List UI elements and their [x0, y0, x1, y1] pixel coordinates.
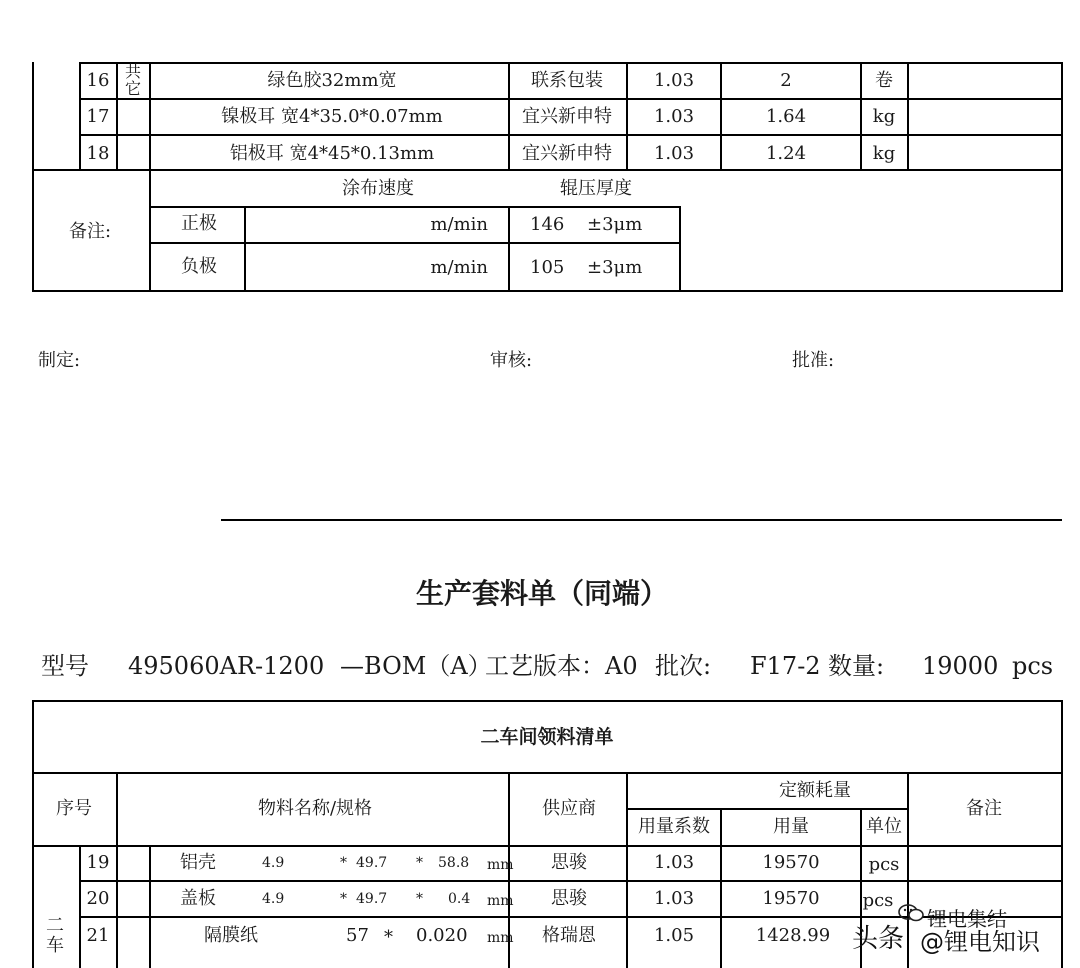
row-18-qty: 1.24 [765, 143, 807, 164]
row-19-unit-mm: mm [487, 857, 514, 873]
row-19-qty: 19570 [762, 852, 820, 873]
row-19-x2: * [416, 855, 423, 871]
roll-thickness-header: 辊压厚度 [560, 178, 632, 199]
row-18-name: 铝极耳 宽4*45*0.13mm [229, 143, 435, 164]
coating-speed-header: 涂布速度 [342, 178, 414, 199]
row-19-coef: 1.03 [653, 852, 695, 873]
row-20-d1: 4.9 [262, 891, 285, 907]
header-quota: 定额耗量 [779, 780, 851, 801]
header-no: 序号 [56, 798, 92, 819]
row-20-coef: 1.03 [653, 888, 695, 909]
row-20-qty: 19570 [762, 888, 820, 909]
remarks-label: 备注: [68, 221, 112, 242]
row-21-no: 21 [86, 925, 110, 946]
watermark-handle: @锂电知识 [920, 928, 1040, 956]
row-17-unit: kg [872, 106, 896, 127]
row-20-d2: 49.7 [356, 891, 388, 907]
row-21-unit-mm: mm [487, 930, 514, 946]
row-20-no: 20 [86, 888, 110, 909]
row-16-qty: 2 [780, 70, 792, 91]
watermark-account: 锂电集结 [927, 907, 1007, 931]
signature-made: 制定: [38, 350, 81, 371]
row-17-coef: 1.03 [653, 106, 695, 127]
row-20-x2: * [416, 891, 423, 907]
header-qty: 用量 [773, 816, 809, 837]
positive-speed-unit: m/min [430, 214, 488, 235]
negative-speed-unit: m/min [430, 257, 488, 278]
row-20-x1: * [340, 891, 347, 907]
row-19-no: 19 [86, 852, 110, 873]
row-17-no: 17 [86, 106, 110, 127]
row-19-unit: pcs [868, 854, 900, 875]
row-21-coef: 1.05 [653, 925, 695, 946]
row-19-d3: 58.8 [438, 855, 470, 871]
row-19-d2: 49.7 [356, 855, 388, 871]
row-21-d2: 0.020 [416, 925, 468, 946]
row-16-coef: 1.03 [653, 70, 695, 91]
row-20-unit-mm: mm [487, 893, 514, 909]
row-20-unit: pcs [862, 890, 894, 911]
header-supplier: 供应商 [542, 798, 596, 819]
row-21-x1: * [384, 927, 393, 948]
row-18-coef: 1.03 [653, 143, 695, 164]
quantity-label: 数量: [828, 652, 885, 680]
batch-label: 批次: [655, 652, 712, 680]
model-label: 型号 [41, 652, 89, 680]
process-version: 工艺版本：A0 [485, 652, 638, 680]
positive-thickness: 146 [530, 214, 565, 235]
row-16-unit: 卷 [875, 70, 893, 91]
signature-approve: 批准: [792, 350, 835, 371]
row-19-d1: 4.9 [262, 855, 285, 871]
batch-value: F17-2 [750, 652, 821, 680]
row-17-supplier: 宜兴新申特 [522, 106, 612, 127]
header-name: 物料名称/规格 [257, 798, 373, 819]
row-21-name: 隔膜纸 [204, 925, 258, 946]
row-18-no: 18 [86, 143, 110, 164]
positive-label: 正极 [181, 213, 217, 234]
negative-label: 负极 [181, 256, 217, 277]
watermark-source: 头条 [852, 924, 905, 954]
bottom-table-title: 二车间领料清单 [480, 726, 614, 748]
signature-review: 审核: [490, 350, 533, 371]
bom-label: —BOM（A） [340, 652, 492, 680]
row-16-name: 绿色胶32mm宽 [267, 70, 397, 91]
row-group-label: 共它 [124, 62, 141, 98]
row-20-name: 盖板 [180, 888, 216, 909]
row-17-qty: 1.64 [765, 106, 807, 127]
header-note: 备注 [966, 798, 1002, 819]
quantity-value: 19000 [922, 652, 999, 680]
row-18-unit: kg [872, 143, 896, 164]
row-21-d1: 57 [346, 925, 369, 946]
row-17-name: 镍极耳 宽4*35.0*0.07mm [221, 106, 443, 127]
positive-tolerance: ±3μm [587, 214, 643, 235]
header-unit: 单位 [866, 816, 902, 837]
model-value: 495060AR-1200 [128, 652, 325, 680]
negative-tolerance: ±3μm [587, 257, 643, 278]
row-20-d3: 0.4 [448, 891, 471, 907]
quantity-unit: pcs [1012, 652, 1054, 680]
side-group-label: 二车 [46, 915, 64, 956]
row-18-supplier: 宜兴新申特 [522, 143, 612, 164]
row-16-supplier: 联系包装 [531, 70, 603, 91]
row-19-x1: * [340, 855, 347, 871]
negative-thickness: 105 [530, 257, 565, 278]
row-16-no: 16 [86, 70, 110, 91]
row-19-supplier: 思骏 [551, 852, 587, 873]
row-21-supplier: 格瑞恩 [542, 925, 596, 946]
row-19-name: 铝壳 [180, 852, 216, 873]
row-21-qty: 1428.99 [755, 925, 831, 946]
header-coef: 用量系数 [638, 816, 710, 837]
document-title: 生产套料单（同端） [415, 577, 669, 610]
separator-line [221, 519, 1062, 521]
row-20-supplier: 思骏 [551, 888, 587, 909]
